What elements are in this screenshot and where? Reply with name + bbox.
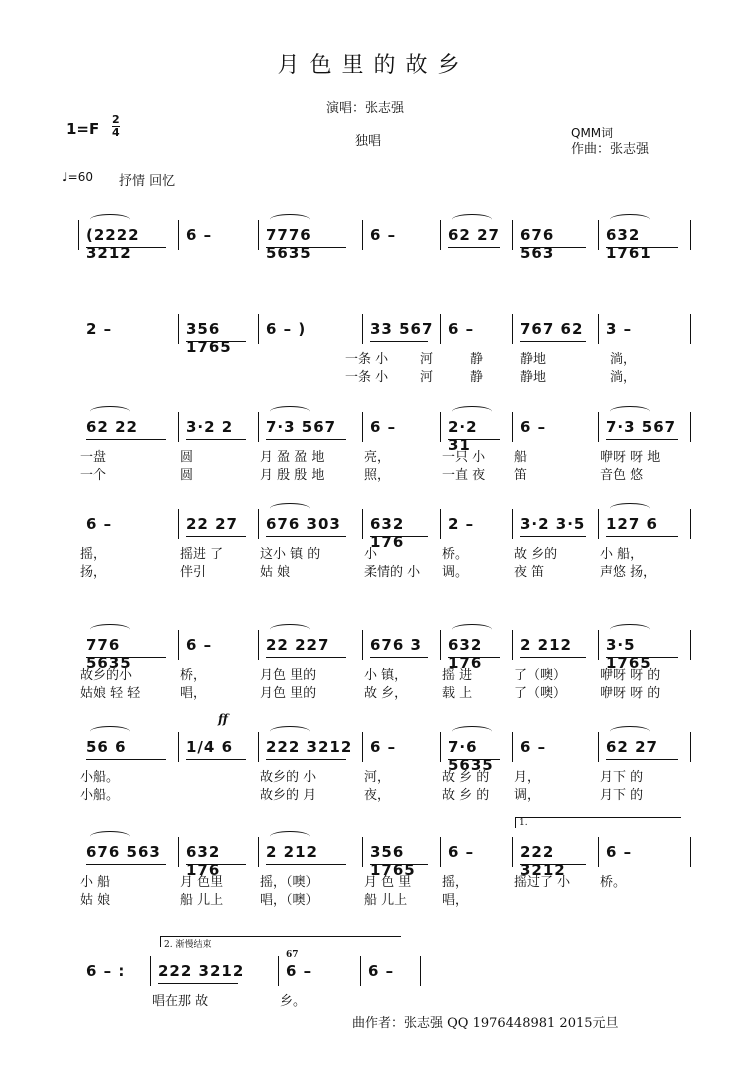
lyric-segment: 姑 娘	[80, 893, 111, 908]
beam-line	[370, 536, 428, 537]
lyric-segment: 月下 的	[600, 770, 644, 785]
measure: 6 – :	[86, 962, 126, 980]
measure: 632 176	[370, 515, 405, 551]
lyric-segment: 一直 夜	[442, 468, 486, 483]
beam-line	[606, 536, 678, 537]
lyric-segment: 声悠 扬，	[600, 565, 657, 580]
beam-line	[448, 759, 500, 760]
lyric-segment: 照，	[364, 468, 391, 483]
lyric-segment: 摇过了 小	[514, 875, 571, 890]
measure: 6 –	[520, 738, 547, 756]
measure: 6 –	[186, 636, 213, 654]
lyric-segment: 乡。	[280, 994, 307, 1009]
lyric-segment: 月色 里的	[260, 686, 317, 701]
bar-line	[690, 220, 691, 250]
bar-line	[512, 314, 513, 344]
bar-line	[690, 732, 691, 762]
measure: 22 227	[266, 636, 330, 654]
lyric-segment: 小 船	[80, 875, 111, 890]
beam-line	[266, 657, 346, 658]
lyric-segment: 故乡的 小	[260, 770, 317, 785]
lyric-segment: 音色 悠	[600, 468, 644, 483]
bar-line	[598, 220, 599, 250]
beam-line	[370, 341, 428, 342]
performer: 演唱：张志强	[326, 101, 405, 116]
lyric-segment: 静地	[520, 352, 547, 367]
bar-line	[178, 220, 179, 250]
measure: 7776 5635	[266, 226, 312, 262]
measure: 127 6	[606, 515, 658, 533]
bar-line	[598, 630, 599, 660]
bar-line	[690, 314, 691, 344]
measure: 1/4 6	[186, 738, 234, 756]
beam-line	[448, 439, 500, 440]
lyric-segment: 一条 小	[345, 370, 389, 385]
lyric-segment: 淌，	[610, 370, 637, 385]
bar-line	[512, 837, 513, 867]
bar-line	[440, 630, 441, 660]
measure: 22 27	[186, 515, 238, 533]
lyric-segment: 河	[420, 352, 434, 367]
bar-line	[598, 509, 599, 539]
bar-line	[690, 412, 691, 442]
measure: 7·6 5635	[448, 738, 494, 774]
beam-line	[86, 759, 166, 760]
volta-label: 2. 渐慢结束	[164, 940, 212, 950]
measure: 3·2 2	[186, 418, 234, 436]
lyric-segment: 河	[420, 370, 434, 385]
measure: 62 22	[86, 418, 138, 436]
measure: 62 27	[606, 738, 658, 756]
lyric-segment: 船 儿上	[364, 893, 408, 908]
lyric-segment: 姑 娘	[260, 565, 291, 580]
measure: 356 1765	[186, 320, 232, 356]
lyric-segment: 月 色里	[180, 875, 224, 890]
beam-line	[86, 439, 166, 440]
lyric-segment: 月下 的	[600, 788, 644, 803]
lyric-segment: 圆	[180, 468, 194, 483]
notes-line	[0, 962, 747, 1002]
slur-mark	[270, 624, 310, 635]
measure: 676 303	[266, 515, 341, 533]
bar-line	[258, 220, 259, 250]
bar-line	[178, 732, 179, 762]
lyric-segment: 桥，	[180, 668, 207, 683]
bar-line	[690, 509, 691, 539]
lyric-segment: 一盘	[80, 450, 107, 465]
slur-mark	[452, 726, 492, 737]
lyric-segment: 圆	[180, 450, 194, 465]
measure: 2 212	[266, 843, 318, 861]
measure: 6 –	[370, 226, 397, 244]
bar-line	[512, 732, 513, 762]
bar-line	[440, 314, 441, 344]
bar-line	[362, 630, 363, 660]
slur-mark	[452, 406, 492, 417]
bar-line	[258, 314, 259, 344]
beam-line	[520, 864, 586, 865]
measure: 6 – )	[266, 320, 307, 338]
beam-line	[186, 864, 246, 865]
measure: 2 –	[86, 320, 113, 338]
lyric-segment: 月 盈 盈 地	[260, 450, 325, 465]
lyric-segment: 小	[364, 547, 378, 562]
lyric-segment: 唱，	[442, 893, 469, 908]
slur-mark	[270, 726, 310, 737]
measure: 6 –	[368, 962, 395, 980]
song-title: 月色里的故乡	[277, 53, 470, 78]
beam-line	[520, 247, 586, 248]
measure: 6 –	[448, 843, 475, 861]
measure: 3·5 1765	[606, 636, 652, 672]
tempo-marking: ♩=60	[62, 170, 93, 184]
measure: 6 –	[86, 515, 113, 533]
bar-line	[178, 314, 179, 344]
bar-line	[690, 837, 691, 867]
beam-line	[520, 657, 586, 658]
lyric-segment: 了（噢）	[514, 686, 567, 701]
measure: 356 1765	[370, 843, 416, 879]
lyric-segment: 故乡的小	[80, 668, 133, 683]
signature: 曲作者：张志强 QQ 1976448981 2015元旦	[352, 1016, 619, 1031]
lyric-segment: 月 色 里	[364, 875, 412, 890]
bar-line	[178, 509, 179, 539]
slur-mark	[452, 624, 492, 635]
bar-line	[360, 956, 361, 986]
bar-line	[362, 412, 363, 442]
lyric-segment: 摇，	[80, 547, 107, 562]
beam-line	[370, 657, 428, 658]
lyric-segment: 姑娘 轻 轻	[80, 686, 141, 701]
bar-line	[258, 837, 259, 867]
beam-line	[606, 247, 678, 248]
beam-line	[606, 657, 678, 658]
slur-mark	[90, 214, 130, 225]
lyric-segment: 小 镇，	[364, 668, 408, 683]
measure: 6 –	[370, 418, 397, 436]
lyric-segment: 故 乡 的	[442, 770, 490, 785]
beam-line	[266, 439, 346, 440]
lyric-segment: 摇，（噢）	[260, 875, 319, 890]
slur-mark	[610, 624, 650, 635]
bar-line	[440, 732, 441, 762]
measure: 2 212	[520, 636, 572, 654]
measure: 7·3 567	[606, 418, 677, 436]
bar-line	[512, 412, 513, 442]
beam-line	[186, 759, 246, 760]
slur-mark	[90, 406, 130, 417]
volta-bracket	[160, 936, 401, 950]
measure: 6 –	[370, 738, 397, 756]
lyric-segment: 咿呀 呀 的	[600, 686, 661, 701]
slur-mark	[610, 726, 650, 737]
measure: 676 563	[520, 226, 555, 262]
slur-mark	[90, 726, 130, 737]
beam-line	[448, 247, 500, 248]
slur-mark	[270, 214, 310, 225]
lyric-segment: 唱，	[180, 686, 207, 701]
bar-line	[362, 837, 363, 867]
measure: 6 –	[606, 843, 633, 861]
volta-label: 1.	[519, 818, 528, 828]
lyric-segment: 静	[470, 370, 484, 385]
beam-line	[186, 536, 246, 537]
beam-line	[86, 247, 166, 248]
lyric-segment: 咿呀 呀 的	[600, 668, 661, 683]
measure: 632 1761	[606, 226, 652, 262]
measure: 676 3	[370, 636, 422, 654]
bar-line	[440, 412, 441, 442]
lyric-segment: 一只 小	[442, 450, 486, 465]
dynamic-marking: ff	[218, 712, 228, 726]
lyric-segment: 这小 镇 的	[260, 547, 321, 562]
slur-mark	[90, 831, 130, 842]
measure: 632 176	[186, 843, 221, 879]
lyric-segment: 夜，	[364, 788, 391, 803]
measure: 776 5635	[86, 636, 132, 672]
lyric-segment: 柔情的 小	[364, 565, 421, 580]
measure: 222 3212	[520, 843, 566, 879]
lyricist: QMM词	[571, 126, 614, 140]
measure: 222 3212	[158, 962, 245, 980]
measure: 33 567	[370, 320, 434, 338]
beam-line	[520, 341, 586, 342]
time-signature: 2 4	[112, 113, 120, 139]
lyric-segment: 摇进 了	[180, 547, 224, 562]
measure: 62 27	[448, 226, 500, 244]
lyric-segment: 故乡的 月	[260, 788, 317, 803]
bar-line	[258, 732, 259, 762]
bar-line	[362, 732, 363, 762]
lyric-segment: 月，	[514, 770, 541, 785]
bar-line	[258, 630, 259, 660]
bar-line	[178, 412, 179, 442]
lyric-segment: 故 乡，	[364, 686, 408, 701]
measure: 3·2 3·5	[520, 515, 586, 533]
measure: 222 3212	[266, 738, 353, 756]
volta-bracket	[515, 817, 681, 828]
lyric-segment: 一条 小	[345, 352, 389, 367]
lyric-segment: 一个	[80, 468, 107, 483]
lyric-segment: 故 乡的	[514, 547, 558, 562]
beam-line	[606, 759, 678, 760]
lyric-segment: 调。	[442, 565, 469, 580]
lyric-segment: 唱，（噢）	[260, 893, 319, 908]
slur-mark	[270, 503, 310, 514]
measure: 7·3 567	[266, 418, 337, 436]
bar-line	[362, 509, 363, 539]
bar-line	[258, 412, 259, 442]
lyric-segment: 桥。	[442, 547, 469, 562]
measure: 6 –	[448, 320, 475, 338]
bar-line	[690, 630, 691, 660]
lyric-segment: 静地	[520, 370, 547, 385]
beam-line	[370, 864, 428, 865]
grace-note: 67	[286, 950, 299, 960]
beam-line	[266, 536, 346, 537]
notes-line	[0, 226, 747, 266]
lyric-segment: 调，	[514, 788, 541, 803]
bar-line	[512, 509, 513, 539]
slur-mark	[610, 503, 650, 514]
bar-line	[598, 412, 599, 442]
beam-line	[86, 864, 166, 865]
bar-line	[440, 837, 441, 867]
slur-mark	[610, 406, 650, 417]
measure: 56 6	[86, 738, 127, 756]
slur-mark	[610, 214, 650, 225]
bar-line	[78, 220, 79, 250]
beam-line	[158, 983, 238, 984]
measure: 6 –	[286, 962, 313, 980]
lyric-segment: 小 船，	[600, 547, 644, 562]
beam-line	[266, 864, 346, 865]
lyric-segment: 故 乡 的	[442, 788, 490, 803]
bar-line	[512, 220, 513, 250]
lyric-segment: 淌，	[610, 352, 637, 367]
bar-line	[258, 509, 259, 539]
beam-line	[266, 247, 346, 248]
bar-line	[362, 314, 363, 344]
lyric-segment: 伴引	[180, 565, 207, 580]
bar-line	[598, 314, 599, 344]
beam-line	[186, 439, 246, 440]
lyric-segment: 夜 笛	[514, 565, 545, 580]
measure: 767 62	[520, 320, 584, 338]
bar-line	[598, 837, 599, 867]
bar-line	[512, 630, 513, 660]
lyric-segment: 载 上	[442, 686, 473, 701]
bar-line	[178, 837, 179, 867]
slur-mark	[270, 406, 310, 417]
bar-line	[420, 956, 421, 986]
measure: 2·2 31	[448, 418, 478, 454]
beam-line	[266, 759, 346, 760]
lyric-segment: 摇，	[442, 875, 469, 890]
measure: 6 –	[520, 418, 547, 436]
lyric-segment: 桥。	[600, 875, 627, 890]
lyric-segment: 了（噢）	[514, 668, 567, 683]
measure: 3 –	[606, 320, 633, 338]
beam-line	[606, 439, 678, 440]
beam-line	[448, 657, 500, 658]
measure: 676 563	[86, 843, 161, 861]
bar-line	[150, 956, 151, 986]
lyric-segment: 月色 里的	[260, 668, 317, 683]
form-label: 独唱	[355, 134, 382, 149]
lyric-segment: 扬，	[80, 565, 107, 580]
lyric-segment: 亮，	[364, 450, 391, 465]
composer: 作曲：张志强	[571, 142, 650, 157]
lyric-segment: 小船。	[80, 770, 120, 785]
lyric-segment: 月 殷 殷 地	[260, 468, 325, 483]
lyric-segment: 摇 进	[442, 668, 473, 683]
expression-marking: 抒情 回忆	[119, 174, 176, 189]
bar-line	[278, 956, 279, 986]
lyric-segment: 静	[470, 352, 484, 367]
beam-line	[186, 341, 246, 342]
key-signature: 1=F	[66, 120, 100, 138]
lyric-segment: 船 儿上	[180, 893, 224, 908]
beam-line	[86, 657, 166, 658]
bar-line	[598, 732, 599, 762]
bar-line	[178, 630, 179, 660]
lyric-segment: 河，	[364, 770, 391, 785]
bar-line	[440, 509, 441, 539]
measure: 2 –	[448, 515, 475, 533]
beam-line	[520, 536, 586, 537]
measure: (2222 3212	[86, 226, 140, 262]
lyric-segment: 唱在那 故	[152, 994, 209, 1009]
measure: 6 –	[186, 226, 213, 244]
bar-line	[362, 220, 363, 250]
lyric-segment: 小船。	[80, 788, 120, 803]
measure: 632 176	[448, 636, 483, 672]
slur-mark	[270, 831, 310, 842]
slur-mark	[90, 624, 130, 635]
slur-mark	[452, 214, 492, 225]
lyric-segment: 笛	[514, 468, 528, 483]
bar-line	[440, 220, 441, 250]
lyric-segment: 船	[514, 450, 528, 465]
lyric-segment: 咿呀 呀 地	[600, 450, 661, 465]
